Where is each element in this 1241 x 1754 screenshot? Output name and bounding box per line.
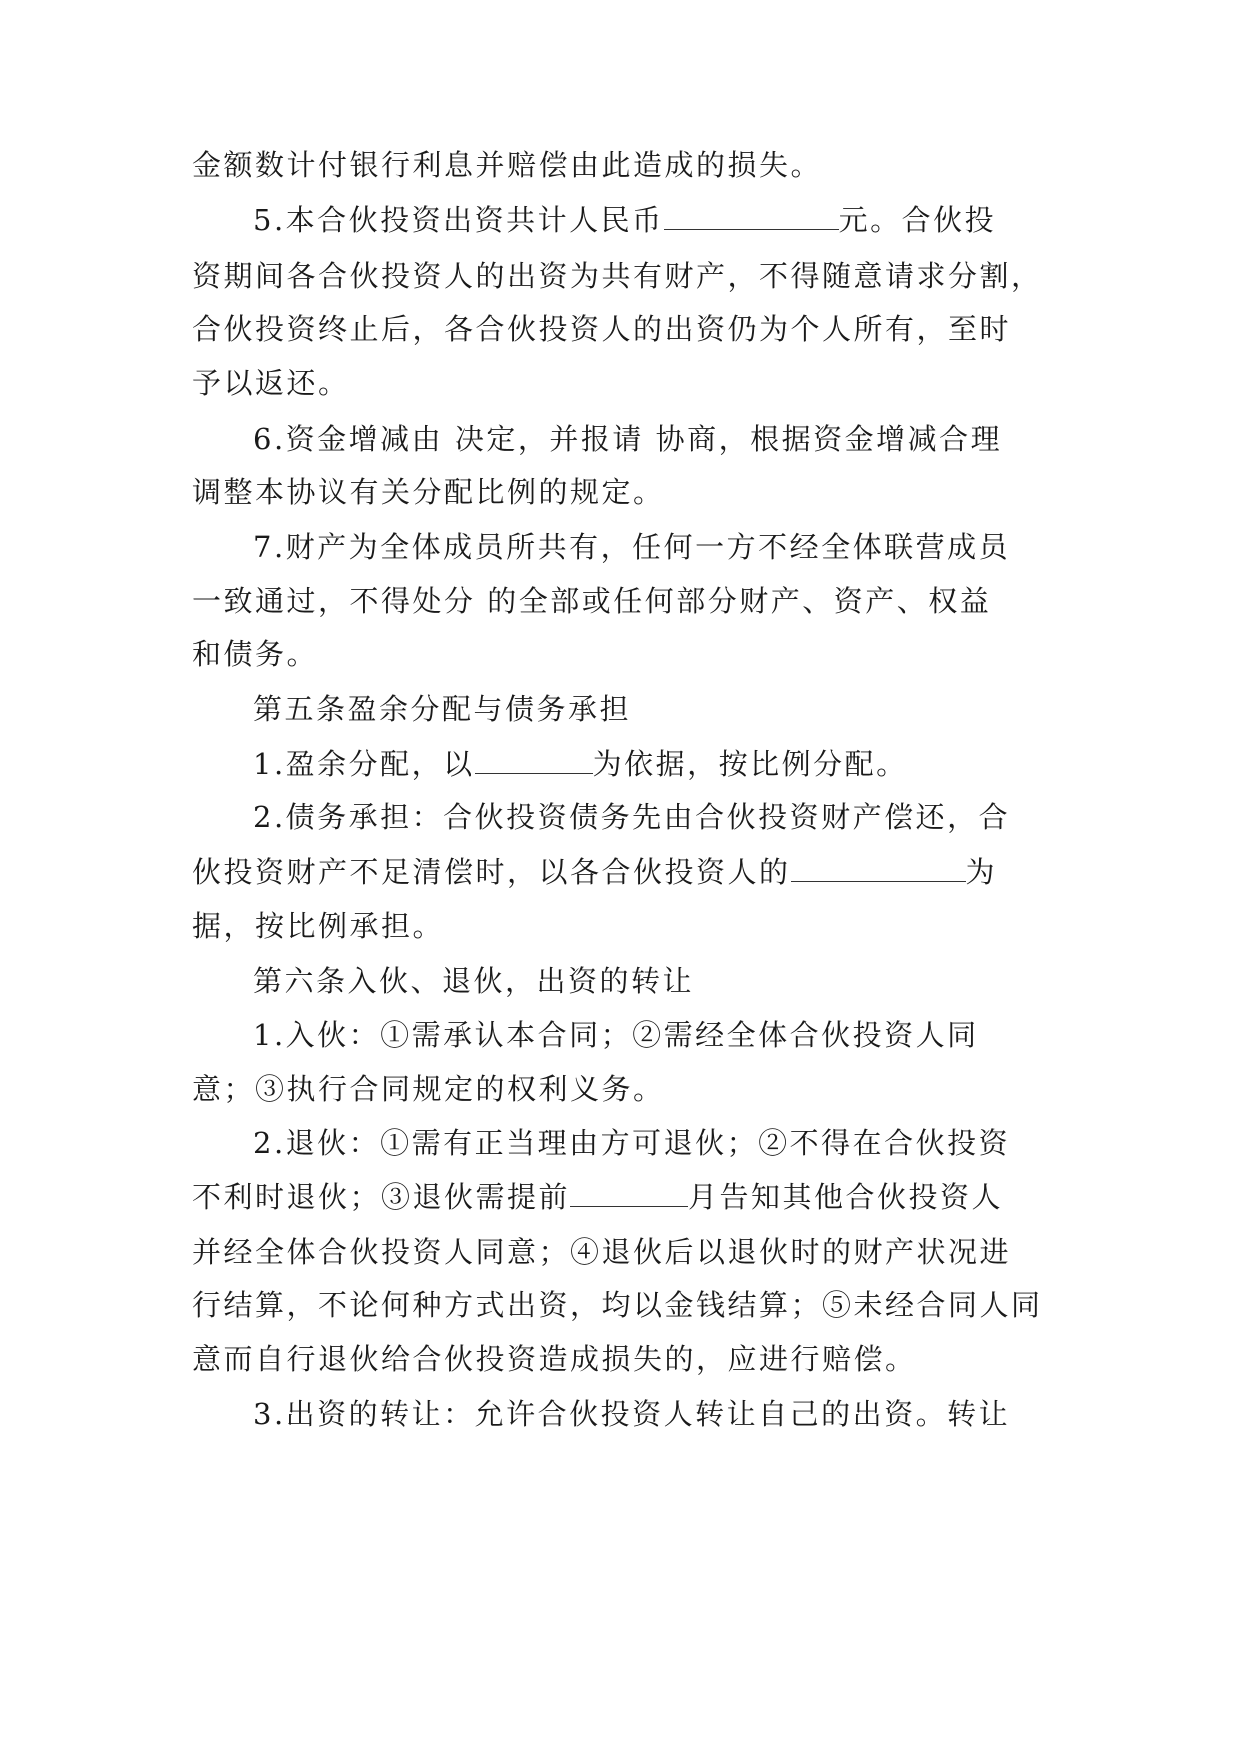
text-segment: 5.本合伙投资出资共计人民币 bbox=[253, 203, 664, 237]
text-line: 2.债务承担：合伙投资债务先由合伙投资财产偿还，合 bbox=[253, 800, 1011, 834]
text-line: 行结算，不论何种方式出资，均以金钱结算；⑤未经合同人同 bbox=[192, 1288, 1043, 1322]
text-line: 和债务。 bbox=[192, 637, 319, 671]
text-line: 意；③执行合同规定的权利义务。 bbox=[192, 1072, 665, 1106]
text-segment: 元。合伙投 bbox=[838, 203, 997, 237]
text-line: 6.资金增减由 决定，并报请 协商，根据资金增减合理 bbox=[253, 422, 1003, 456]
fill-blank bbox=[475, 745, 593, 774]
text-line: 2.退伙：①需有正当理由方可退伙；②不得在合伙投资 bbox=[253, 1126, 1011, 1160]
text-segment: 不利时退伙；③退伙需提前 bbox=[192, 1180, 571, 1214]
fill-blank bbox=[664, 201, 839, 230]
fill-blank bbox=[791, 853, 966, 882]
text-line: 合伙投资终止后，各合伙投资人的出资仍为个人所有，至时 bbox=[192, 312, 1012, 346]
section-heading: 第六条入伙、退伙，出资的转让 bbox=[253, 964, 695, 998]
text-line: 1.入伙：①需承认本合同；②需经全体合伙投资人同 bbox=[253, 1018, 979, 1052]
text-line: 一致通过，不得处分 的全部或任何部分财产、资产、权益 bbox=[192, 584, 992, 618]
text-segment: 1.盈余分配，以 bbox=[253, 747, 475, 781]
text-line: 金额数计付银行利息并赔偿由此造成的损失。 bbox=[192, 148, 823, 182]
section-heading: 第五条盈余分配与债务承担 bbox=[253, 692, 632, 726]
text-line bbox=[192, 1177, 1072, 1217]
text-segment: 为 bbox=[965, 855, 998, 889]
text-segment: 月告知其他合伙投资人 bbox=[688, 1180, 1004, 1214]
fill-blank bbox=[570, 1178, 688, 1207]
text-segment: 伙投资财产不足清偿时，以各合伙投资人的 bbox=[192, 855, 791, 889]
text-line bbox=[192, 852, 1072, 892]
text-line: 予以返还。 bbox=[192, 366, 350, 400]
text-line: 7.财产为全体成员所共有，任何一方不经全体联营成员 bbox=[253, 530, 1011, 564]
text-segment: 为依据，按比例分配。 bbox=[592, 747, 908, 781]
text-line bbox=[253, 200, 1073, 240]
text-line: 意而自行退伙给合伙投资造成损失的，应进行赔偿。 bbox=[192, 1342, 917, 1376]
text-line bbox=[253, 744, 1073, 784]
text-line: 调整本协议有关分配比例的规定。 bbox=[192, 475, 665, 509]
text-line: 据，按比例承担。 bbox=[192, 909, 445, 943]
text-line: 资期间各合伙投资人的出资为共有财产，不得随意请求分割， bbox=[192, 259, 1043, 293]
text-line: 3.出资的转让：允许合伙投资人转让自己的出资。转让 bbox=[253, 1397, 1011, 1431]
text-line: 并经全体合伙投资人同意；④退伙后以退伙时的财产状况进 bbox=[192, 1235, 1012, 1269]
